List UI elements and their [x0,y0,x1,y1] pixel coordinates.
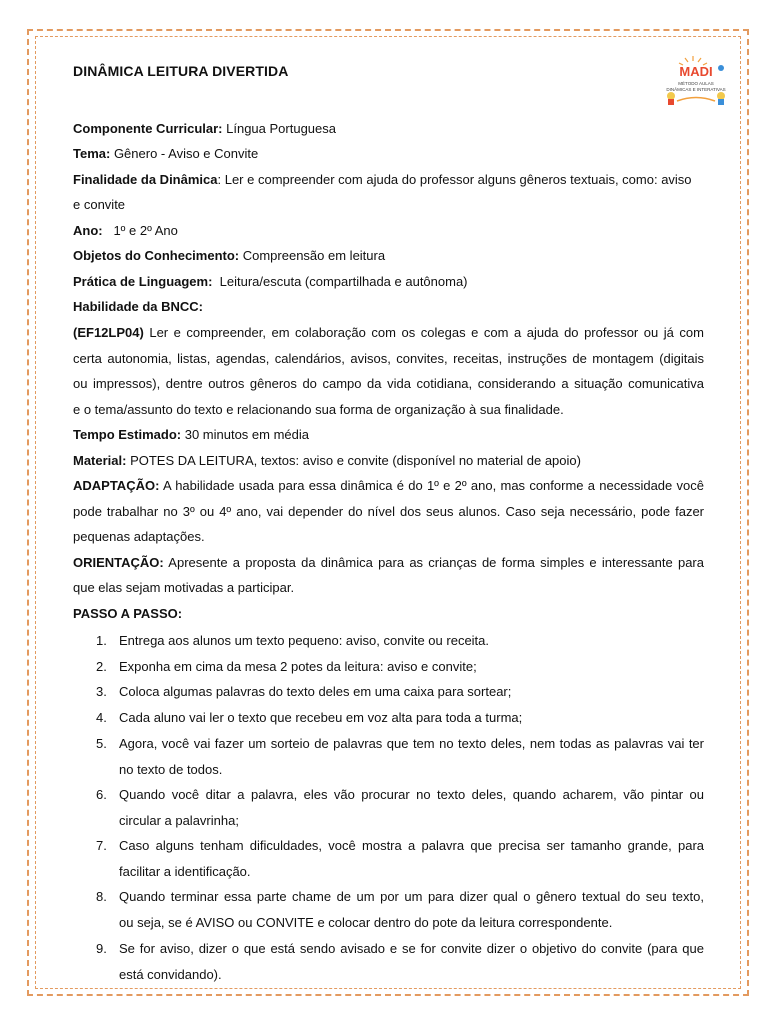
tempo-label: Tempo Estimado: [73,427,182,442]
step-2-line-1: Exponha em cima da mesa 2 potes da leitura: aviso e convite; [119,659,477,674]
step-9-line-2: está convidando). [119,967,222,982]
field-material [73,452,704,469]
step-5-line-1: Agora, você vai fazer um sorteio de palavras que tem no texto deles, nem todas as palavras vai ter [119,736,704,751]
bncc-line-1-wrap [73,324,704,341]
bncc-line-3: ou impressos), dentre outros gêneros do campo da vida cotidiana, considerando a situação comunicativa [73,376,704,391]
step-5-number: 5. [96,736,107,751]
pratica-label: Prática de Linguagem: [73,274,213,289]
objetos-label: Objetos do Conhecimento: [73,248,240,263]
step-7-number: 7. [96,838,107,853]
step-9-number: 9. [96,941,107,956]
finalidade-value-1: : Ler e compreender com ajuda do professor alguns gêneros textuais, como: aviso [217,172,692,187]
ano-value: 1º e 2º Ano [102,223,178,238]
tema-value: Gênero - Aviso e Convite [110,146,259,161]
habilidade-label: Habilidade da BNCC: [73,299,204,314]
logo-dot [718,65,724,71]
adaptacao-label: ADAPTAÇÃO: [73,478,160,493]
bncc-line-4: e o tema/assunto do texto e relacionando sua forma de organização à sua finalidade. [73,402,564,417]
step-7-line-1: Caso alguns tenham dificuldades, você mostra a palavra que precisa ser tamanho grande, para [119,838,704,853]
adaptacao-line-1-wrap [73,477,704,494]
field-objetos [73,247,704,264]
madi-logo [663,54,729,106]
orientacao-line-1-wrap [73,554,704,571]
componente-value: Língua Portuguesa [222,121,336,136]
step-8-number: 8. [96,889,107,904]
field-componente [73,120,704,137]
step-9-line-1: Se for aviso, dizer o que está sendo avisado e se for convite dizer o objetivo do convite (para que [119,941,704,956]
field-tempo [73,426,704,443]
bncc-code: (EF12LP04) [73,325,144,340]
step-1-number: 1. [96,633,107,648]
field-passo [73,605,704,622]
step-8-line-2: ou seja, se é AVISO ou CONVITE e colocar dentro do pote da leitura correspondente. [119,915,613,930]
pratica-value: Leitura/escuta (compartilhada e autônoma) [212,274,468,289]
field-pratica [73,273,704,290]
document-title: DINÂMICA LEITURA DIVERTIDA [73,63,289,79]
field-habilidade [73,298,704,315]
step-6-line-1: Quando você ditar a palavra, eles vão procurar no texto deles, quando acharem, vão pintar ou [119,787,704,802]
field-tema [73,145,704,162]
step-5-line-2: no texto de todos. [119,762,223,777]
finalidade-label: Finalidade da Dinâmica [73,172,218,187]
step-2-number: 2. [96,659,107,674]
step-3-line-1: Coloca algumas palavras do texto deles em uma caixa para sortear; [119,684,512,699]
step-6-line-2: circular a palavrinha; [119,813,239,828]
passo-label: PASSO A PASSO: [73,606,183,621]
adaptacao-line-1: A habilidade usada para essa dinâmica é do 1º e 2º ano, mas conforme a necessidade você [159,478,704,493]
material-label: Material: [73,453,127,468]
logo-kids-illustration [667,92,725,105]
finalidade-value-2: e convite [73,197,126,212]
objetos-value: Compreensão em leitura [239,248,386,263]
logo-subtitle-1: MÉTODO AULAS [678,81,714,86]
step-8-line-1: Quando terminar essa parte chame de um por um para dizer qual o gênero textual do seu texto, [119,889,704,904]
logo-wordmark: MADI [679,64,713,79]
step-4-line-1: Cada aluno vai ler o texto que recebeu em voz alta para toda a turma; [119,710,523,725]
orientacao-line-2: que elas sejam motivadas a participar. [73,580,295,595]
step-3-number: 3. [96,684,107,699]
field-ano [73,222,704,239]
step-7-line-2: facilitar a identificação. [119,864,251,879]
orientacao-label: ORIENTAÇÃO: [73,555,164,570]
adaptacao-line-2: pode trabalhar no 3º ou 4º ano, vai depender do nível dos seus alunos. Caso seja necessário, pode fazer [73,504,704,519]
orientacao-line-1: Apresente a proposta da dinâmica para as crianças de forma simples e interessante para [163,555,704,570]
tema-label: Tema: [73,146,111,161]
adaptacao-line-3: pequenas adaptações. [73,529,205,544]
material-value: POTES DA LEITURA, textos: aviso e convite (disponível no material de apoio) [126,453,581,468]
step-1-line-1: Entrega aos alunos um texto pequeno: aviso, convite ou receita. [119,633,490,648]
tempo-value: 30 minutos em média [181,427,310,442]
logo-subtitle-2: DINÂMICAS E INTERATIVAS [666,87,726,92]
step-4-number: 4. [96,710,107,725]
field-finalidade [73,171,704,188]
step-6-number: 6. [96,787,107,802]
bncc-line-2: certa autonomia, listas, agendas, calendários, avisos, convites, receitas, instruções de montagem (digitais [73,351,704,366]
componente-label: Componente Curricular: [73,121,223,136]
bncc-line-1: Ler e compreender, em colaboração com os colegas e com a ajuda do professor ou já com [143,325,704,340]
ano-label: Ano: [73,223,103,238]
